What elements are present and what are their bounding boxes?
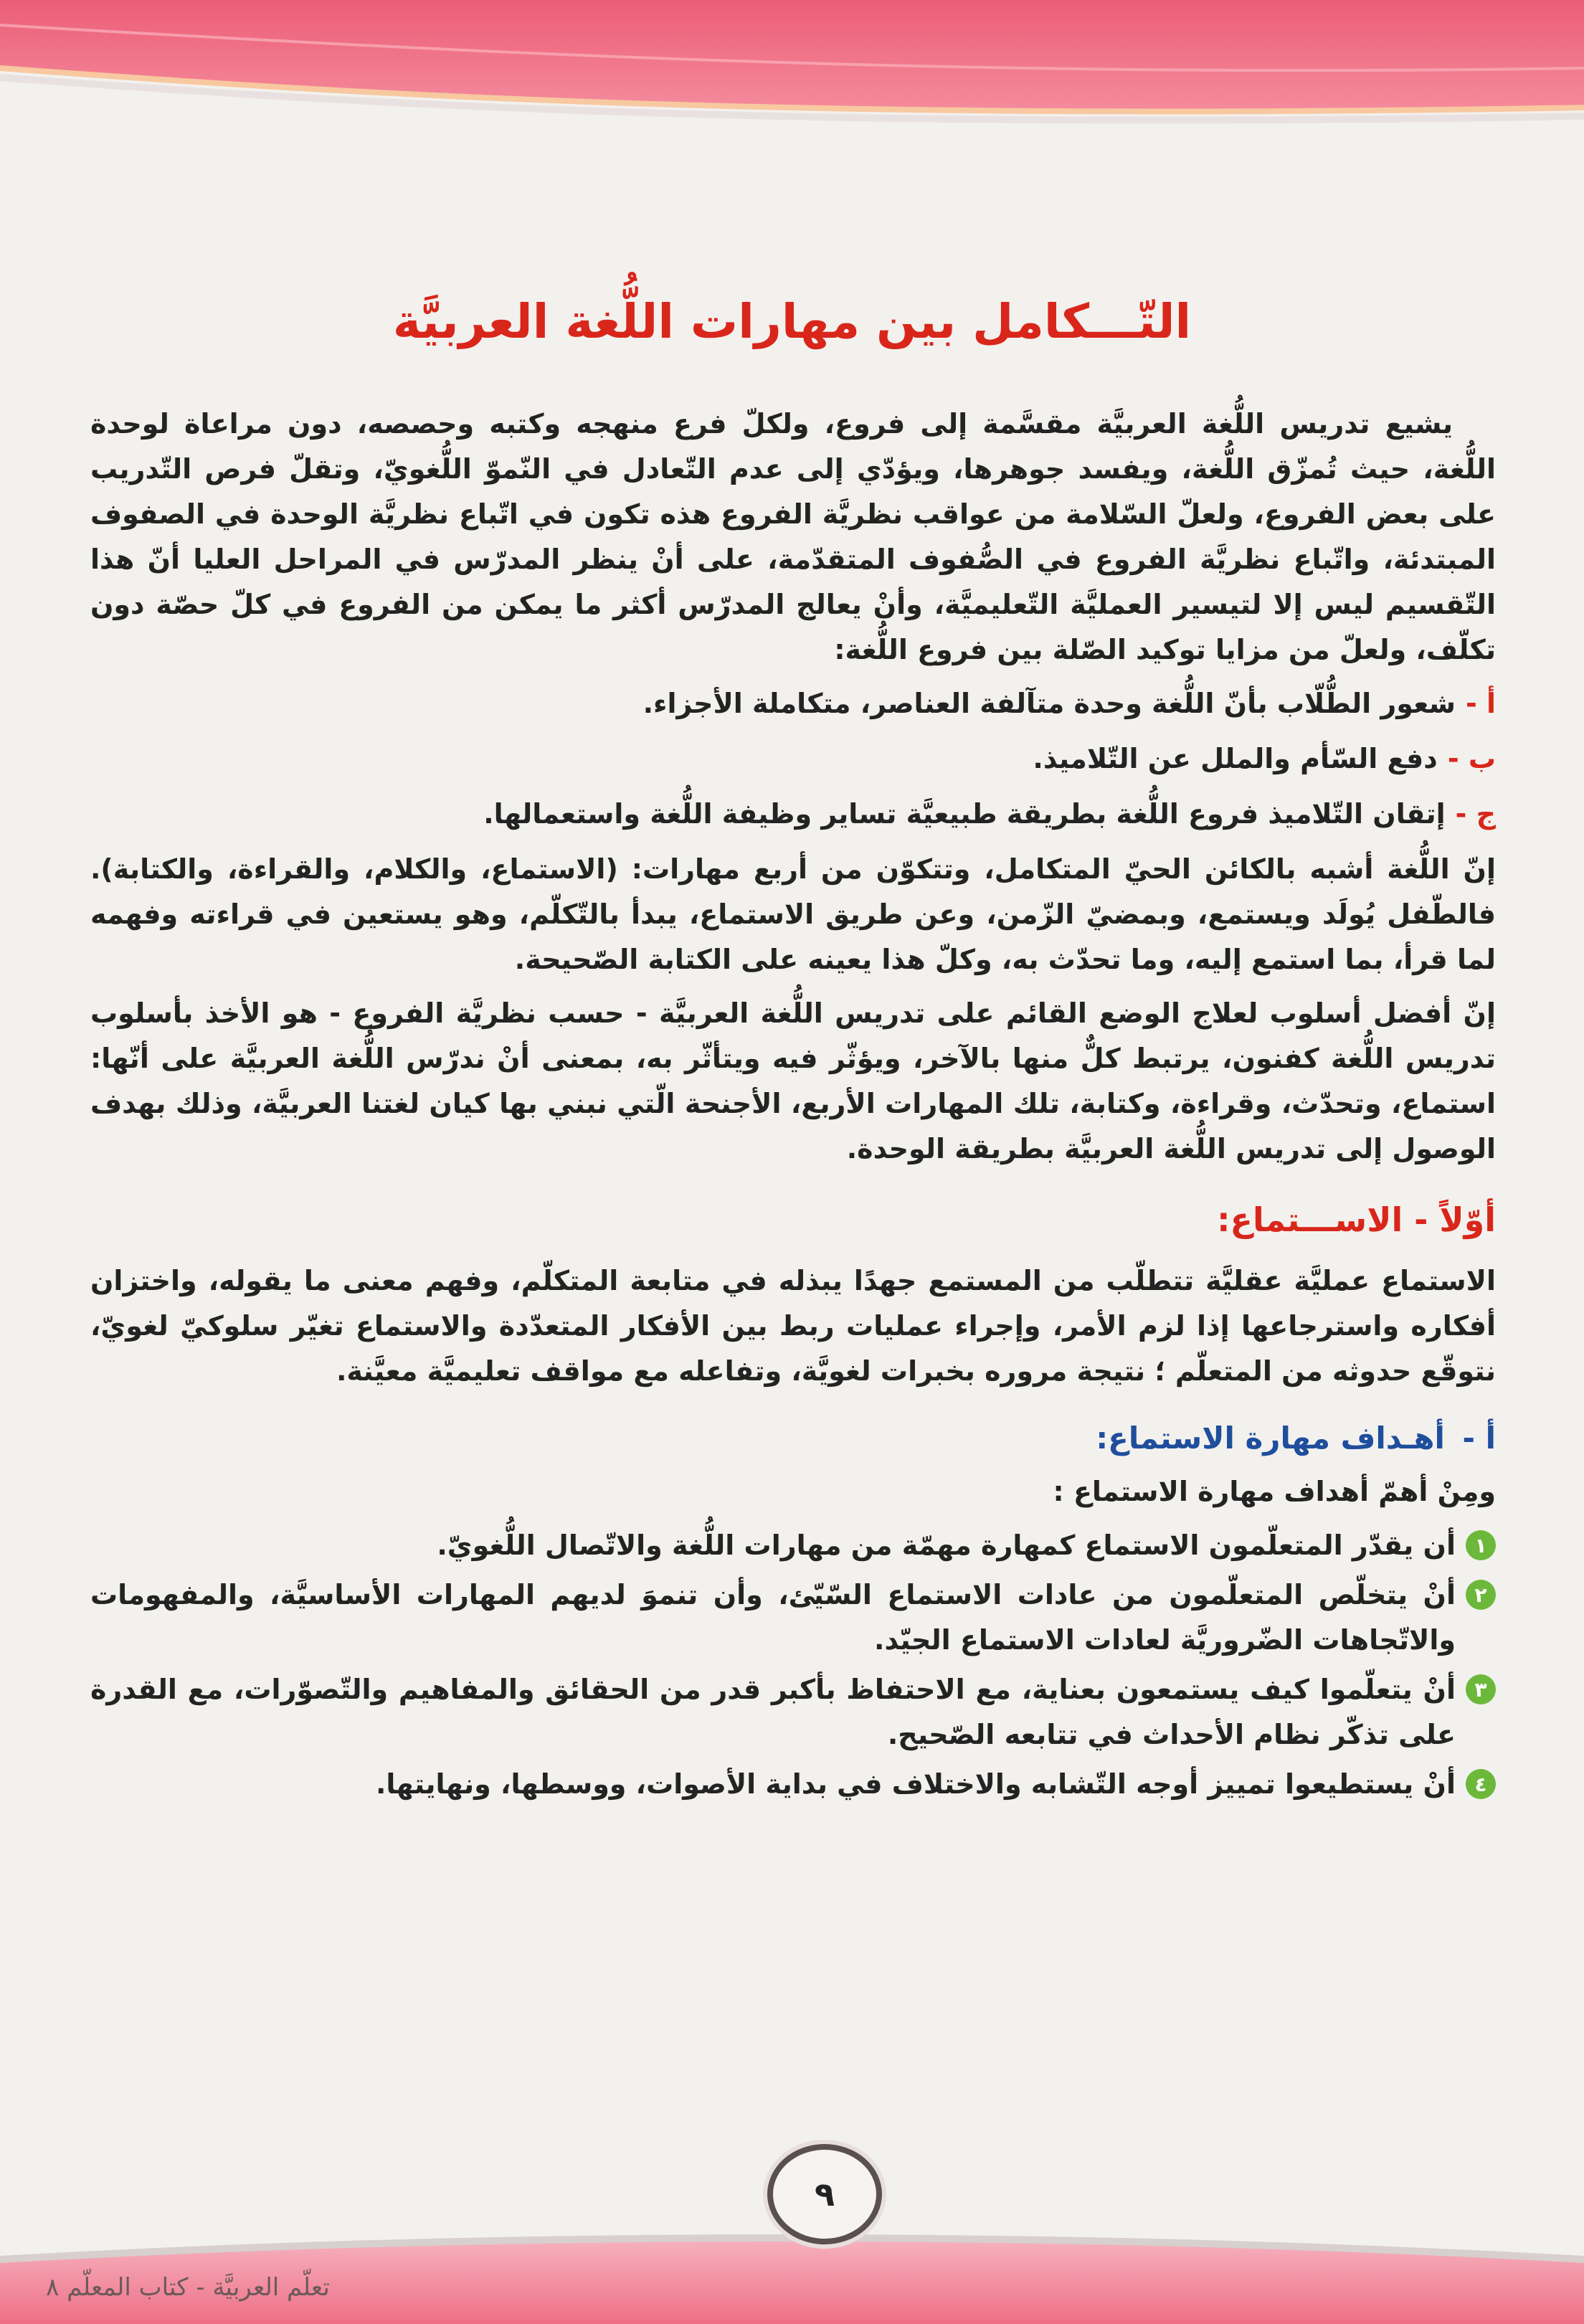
goal-text: أنْ يستطيعوا تمييز أوجه التّشابه والاختلاف في بداية الأصوات، ووسطها، ونهايتها. <box>375 1768 1456 1800</box>
list-text: شعور الطُّلّاب بأنّ اللُّغة وحدة متآلفة العناصر، متكاملة الأجزاء. <box>642 688 1456 719</box>
list-text: إتقان التّلاميذ فروع اللُّغة بطريقة طبيعيَّة تساير وظيفة اللُّغة واستعمالها. <box>483 798 1446 830</box>
list-item <box>90 736 1496 782</box>
page-number-text: ٩ <box>814 2175 835 2214</box>
goal-item <box>90 1573 1496 1663</box>
skills-paragraph: إنّ اللُّغة أشبه بالكائن الحيّ المتكامل، وتتكوّن من أربع مهارات: (الاستماع، والكلام، والقراءة، والكتابة). فالطّفل يُولَد ويستمع، وبمضيّ الزّمن، وعن طريق الاستماع، يبدأ بالتّكلّم، وهو يستعين في قراءته وفهمه لما قرأ، بما استمع إليه، وما تحدّث به، وكلّ هذا يعينه على الكتابة الصّحيحة. <box>90 853 1496 975</box>
intro-paragraph: يشيع تدريس اللُّغة العربيَّة مقسَّمة إلى فروع، ولكلّ فرع منهجه وكتبه وحصصه، دون مراعاة لوحدة اللُّغة، حيث تُمزّق اللُّغة، ويفسد جوهرها، ويؤدّي إلى عدم التّعادل في النّموّ اللُّغويّ، وتقلّ فرص التّدريب على بعض الفروع، ولعلّ السّلامة من عواقب نظريَّة الفروع هذه تكون في اتّباع نظريَّة الوحدة في الصفوف المبتدئة، واتّباع نظريَّة الفروع في الصُّفوف المتقدّمة، على أنْ ينظر المدرّس في المراحل العليا أنّ هذا التّقسيم ليس إلا لتيسير العمليَّة التّعليميَّة، وأنْ يعالج المدرّس أكثر ما يمكن من الفروع في كلّ حصّة دون تكلّف، ولعلّ من مزايا توكيد الصّلة بين فروع اللُّغة: <box>90 408 1496 665</box>
subsection-marker: أ - <box>1462 1421 1496 1456</box>
section-title-listening: أوّلاً - الاســـتماع: <box>1217 1200 1496 1239</box>
goal-item <box>90 1667 1496 1758</box>
subsection-title-text: أهـداف مهارة الاستماع: <box>1096 1421 1445 1456</box>
goal-text: أن يقدّر المتعلّمون الاستماع كمهارة مهمّة من مهارات اللُّغة والاتّصال اللُّغويّ. <box>437 1529 1456 1561</box>
goal-text: أنْ يتعلّموا كيف يستمعون بعناية، مع الاحتفاظ بأكبر قدر من الحقائق والمفاهيم والتّصوّرات، مع القدرة على تذكّر نظام الأحداث في تتابعه الصّحيح. <box>90 1674 1456 1750</box>
header-decoration <box>0 0 1584 133</box>
goal-text: أنْ يتخلّص المتعلّمون من عادات الاستماع السّيّئ، وأن تنموَ لديهم المهارات الأساسيَّة، والمفهومات والاتّجاهات الضّروريَّة لعادات الاستماع الجيّد. <box>90 1579 1456 1656</box>
subsection-title-goals <box>90 1415 1496 1461</box>
book-title-footer: تعلّم العربيَّة - كتاب المعلّم ٨ <box>46 2273 330 2302</box>
advantages-list <box>90 681 1496 837</box>
list-item <box>90 681 1496 726</box>
goal-number-badge: ٢ <box>1466 1580 1496 1610</box>
main-content <box>90 402 1496 1811</box>
listening-paragraph: الاستماع عمليَّة عقليَّة تتطلّب من المستمع جهدًا يبذله في متابعة المتكلّم، وفهم معنى ما يقوله، واختزان أفكاره واسترجاعها إذا لزم الأمر، وإجراء عمليات ربط بين الأفكار المتعدّدة والاستماع تغيّر سلوكيّ لغويّ، نتوقّع حدوثه من المتعلّم ؛ نتيجة مروره بخبرات لغويَّة، وتفاعله مع مواقف تعليميَّة معيَّنة. <box>90 1265 1496 1387</box>
goal-number-badge: ٤ <box>1466 1769 1496 1799</box>
goal-number-badge: ١ <box>1466 1530 1496 1560</box>
list-item <box>90 792 1496 837</box>
list-text: دفع السّأم والملل عن التّلاميذ. <box>1033 743 1438 774</box>
list-marker: ج - <box>1455 798 1496 830</box>
goal-item <box>90 1523 1496 1568</box>
page-title: التّـــكامل بين مهارات اللُّغة العربيَّة <box>392 294 1192 349</box>
list-marker: أ - <box>1465 688 1496 719</box>
page-number <box>767 2144 882 2244</box>
list-marker: ب - <box>1447 743 1496 774</box>
goal-number-badge: ٣ <box>1466 1674 1496 1704</box>
goals-lead: ومِنْ أهمّ أهداف مهارة الاستماع : <box>1053 1476 1496 1507</box>
method-paragraph: إنّ أفضل أسلوب لعلاج الوضع القائم على تدريس اللُّغة العربيَّة - حسب نظريَّة الفروع - هو الأخذ بأسلوب تدريس اللُّغة كفنون، يرتبط كلٌّ منها بالآخر، ويؤثّر فيه ويتأثّر به، بمعنى أنْ ندرّس اللُّغة العربيَّة على أنّها: استماع، وتحدّث، وقراءة، وكتابة، تلك المهارات الأربع، الأجنحة الّتي نبني بها كيان لغتنا العربيَّة، وذلك بهدف الوصول إلى تدريس اللُّغة العربيَّة بطريقة الوحدة. <box>90 997 1496 1165</box>
goals-list <box>90 1523 1496 1807</box>
goal-item <box>90 1762 1496 1807</box>
